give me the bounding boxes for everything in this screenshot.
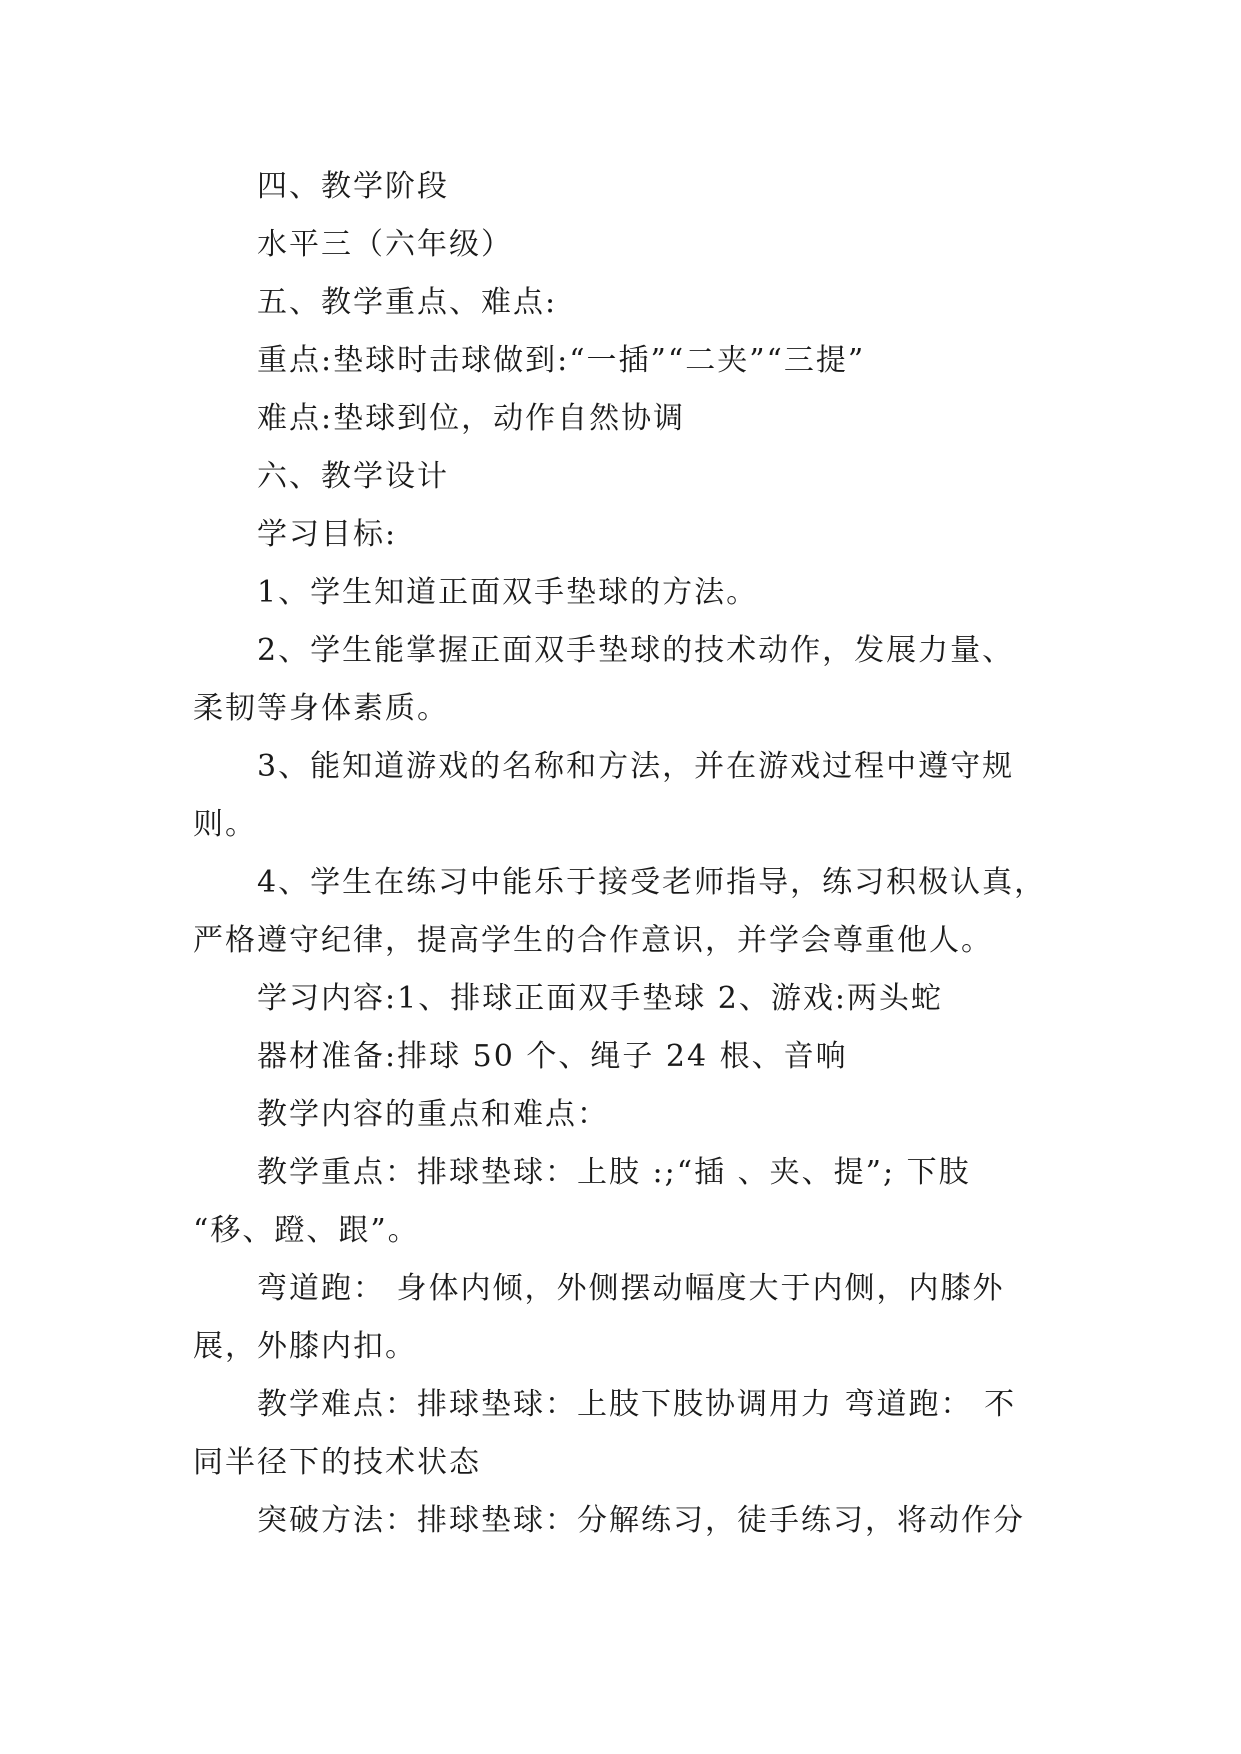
teaching-key-point-line-2: “移、蹬、跟”。 <box>193 1213 420 1248</box>
paragraph-difficulty: 难点:垫球到位，动作自然协调 <box>257 401 686 436</box>
paragraph-equipment: 器材准备:排球 50 个、绳子 24 根、音响 <box>257 1039 848 1074</box>
section-heading-teaching-design: 六、教学设计 <box>257 459 449 494</box>
curve-run-line-2: 展，外膝内扣。 <box>193 1329 417 1364</box>
curve-run-line-1: 弯道跑： 身体内倾，外侧摆动幅度大于内侧，内膝外 <box>257 1271 1005 1306</box>
goal-item-3-line-2: 则。 <box>193 807 257 842</box>
breakthrough-method-line-1: 突破方法：排球垫球：分解练习，徒手练习，将动作分 <box>257 1503 1025 1538</box>
paragraph-content-key-points-label: 教学内容的重点和难点： <box>257 1097 609 1132</box>
goal-item-2-line-1: 2、学生能掌握正面双手垫球的技术动作，发展力量、 <box>257 633 1015 668</box>
teaching-difficulty-line-1: 教学难点：排球垫球：上肢下肢协调用力 弯道跑： 不 <box>257 1387 1017 1422</box>
paragraph-learning-content: 学习内容:1、排球正面双手垫球 2、游戏:两头蛇 <box>257 981 943 1016</box>
paragraph-learning-goals-label: 学习目标: <box>257 517 398 552</box>
paragraph-key-point: 重点:垫球时击球做到:“一插”“二夹”“三提” <box>257 343 866 378</box>
goal-item-3-line-1: 3、能知道游戏的名称和方法，并在游戏过程中遵守规 <box>257 749 1015 784</box>
section-heading-key-points: 五、教学重点、难点: <box>257 285 558 320</box>
section-heading-teaching-stage: 四、教学阶段 <box>257 169 449 204</box>
goal-item-4-line-1: 4、学生在练习中能乐于接受老师指导，练习积极认真， <box>257 865 1047 900</box>
goal-item-1: 1、学生知道正面双手垫球的方法。 <box>257 575 759 610</box>
goal-item-2-line-2: 柔韧等身体素质。 <box>193 691 449 726</box>
document-body <box>193 158 1053 1550</box>
teaching-key-point-line-1: 教学重点：排球垫球：上肢 :;“插 、夹、提”; 下肢 <box>257 1155 971 1190</box>
goal-item-4-line-2: 严格遵守纪律，提高学生的合作意识，并学会尊重他人。 <box>193 923 993 958</box>
paragraph-level: 水平三（六年级） <box>257 227 513 262</box>
teaching-difficulty-line-2: 同半径下的技术状态 <box>193 1445 481 1480</box>
